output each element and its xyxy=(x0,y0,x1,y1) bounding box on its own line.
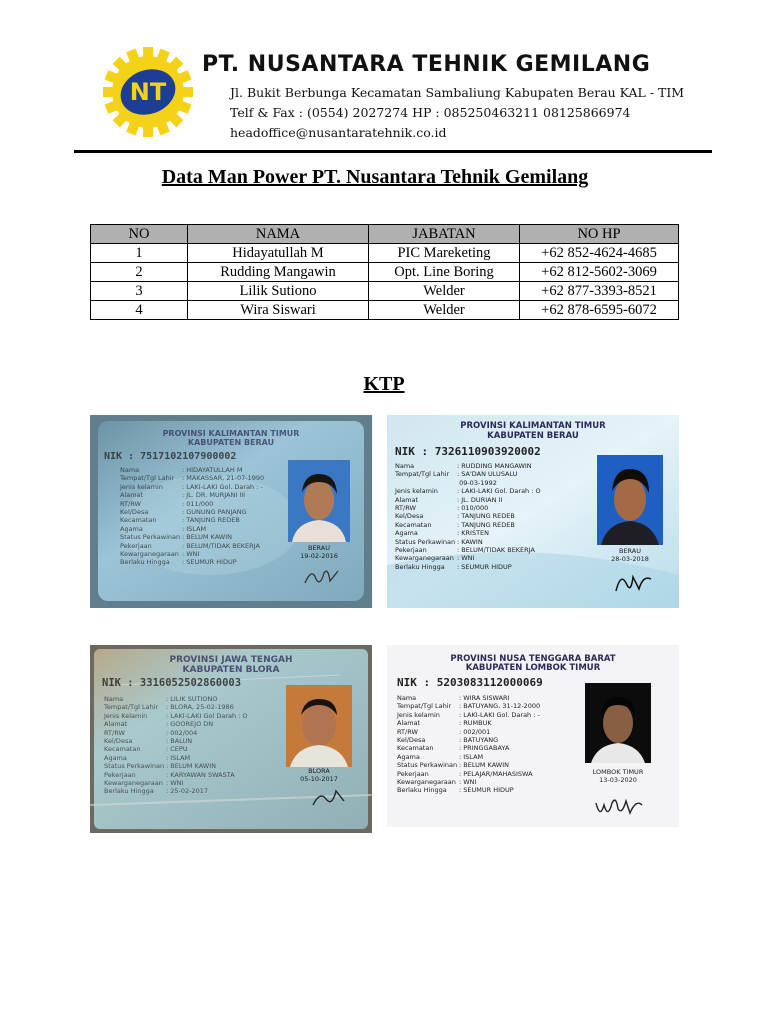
card-field-label: Pekerjaan xyxy=(120,541,152,550)
card-field-row xyxy=(120,491,264,499)
card-field-row xyxy=(104,779,248,787)
card-province: PROVINSI KALIMANTAN TIMUR xyxy=(162,429,300,438)
card-field-label: Status Perkawinan xyxy=(120,533,181,542)
card-field-label: Pekerjaan xyxy=(395,545,427,554)
header-divider xyxy=(74,150,712,153)
card-field-value: : BALUN xyxy=(166,736,193,745)
card-field-value: : GUNUNG PANJANG xyxy=(182,507,247,516)
card-issue-date: 28-03-2018 xyxy=(611,555,649,563)
card-field-label: Kewarganegaraan xyxy=(397,777,456,786)
card-field-label: Jenis kelamin xyxy=(395,487,438,496)
card-field-label: Nama xyxy=(395,462,415,470)
cell-nohp: +62 852-4624-4685 xyxy=(520,244,679,263)
card-field-label: Jenis kelamin xyxy=(397,710,440,719)
card-field-label: Kewarganegaraan xyxy=(120,549,179,558)
card-field-label: Pekerjaan xyxy=(104,770,136,779)
card-field-value: : GOOREJO DN xyxy=(166,720,214,729)
card-field-label: Kewarganegaraan xyxy=(395,554,454,563)
card-field-row xyxy=(397,753,540,761)
card-field-label: Alamat xyxy=(397,719,421,728)
card-field-row xyxy=(397,694,540,702)
card-field-label: Tempat/Tgl Lahir xyxy=(397,702,452,711)
cell-jabatan: Welder xyxy=(369,282,520,301)
card-field-row xyxy=(395,554,541,562)
card-field-label: Kecamatan xyxy=(395,520,432,529)
card-fields xyxy=(120,466,264,567)
card-field-label: RT/RW xyxy=(395,503,416,512)
cell-no: 2 xyxy=(91,263,188,282)
card-field-label: Nama xyxy=(397,694,417,702)
card-field-value: : ISLAM xyxy=(182,524,207,533)
card-field-value: : BATUYANG, 31-12-2000 xyxy=(459,702,541,711)
card-field-row xyxy=(120,500,264,508)
card-field-row xyxy=(104,712,248,720)
card-field-row xyxy=(395,504,541,512)
table-row xyxy=(91,244,679,263)
cell-jabatan: Welder xyxy=(369,301,520,320)
card-field-row xyxy=(104,729,248,737)
card-field-value: : 002/004 xyxy=(166,728,198,737)
card-nik: NIK : 7517102107900002 xyxy=(104,451,237,462)
cell-nama: Hidayatullah M xyxy=(188,244,369,263)
table-header-row xyxy=(91,225,679,244)
card-field-row xyxy=(120,558,264,566)
card-field-label: Kel/Desa xyxy=(104,736,133,745)
card-field-value: : ISLAM xyxy=(459,752,484,761)
card-fields xyxy=(104,695,248,796)
cell-nohp: +62 877-3393-8521 xyxy=(520,282,679,301)
card-nik: NIK : 7326110903920002 xyxy=(395,445,541,458)
company-email: headoffice@nusantaratehnik.co.id xyxy=(230,125,447,140)
card-field-row xyxy=(120,516,264,524)
card-signature xyxy=(613,567,653,597)
card-nik: NIK : 5203083112000069 xyxy=(397,676,543,689)
card-photo xyxy=(288,460,350,542)
card-field-label: Alamat xyxy=(120,491,144,500)
card-signature xyxy=(302,565,342,589)
card-field-value: : KAWIN xyxy=(457,537,483,546)
card-field-row xyxy=(395,462,541,470)
card-field-row xyxy=(104,771,248,779)
card-field-value: : LAKI-LAKI Gol. Darah : - xyxy=(459,710,540,719)
table-row xyxy=(91,263,679,282)
card-fields xyxy=(395,462,541,571)
card-field-row xyxy=(395,521,541,529)
card-field-value: : 002/001 xyxy=(459,727,491,736)
card-field-value: : BELUM KAWIN xyxy=(182,533,232,542)
card-field-value: : ISLAM xyxy=(166,753,191,762)
card-field-label: Alamat xyxy=(395,495,419,504)
cell-no: 3 xyxy=(91,282,188,301)
card-issue-place: LOMBOK TIMUR xyxy=(592,768,644,776)
logo-text: NT xyxy=(129,78,167,106)
card-photo xyxy=(597,455,663,545)
card-signature xyxy=(310,785,350,809)
card-field-value: : PRINGGABAYA xyxy=(459,744,510,753)
card-field-row xyxy=(395,546,541,554)
card-field-value: : MAKASSAR, 21-07-1990 xyxy=(182,474,265,483)
card-field-value: : LAKI-LAKI Gol. Darah : - xyxy=(182,482,263,491)
card-field-value: : WNI xyxy=(182,549,200,558)
card-field-row xyxy=(104,787,248,795)
card-field-row xyxy=(104,737,248,745)
cell-jabatan: Opt. Line Boring xyxy=(369,263,520,282)
card-field-row xyxy=(397,761,540,769)
card-field-value: : SEUMUR HIDUP xyxy=(457,562,512,571)
card-fields xyxy=(397,694,540,795)
card-field-value: : TANJUNG REDEB xyxy=(457,520,515,529)
card-field-label: Nama xyxy=(120,466,140,474)
card-field-label: Agama xyxy=(104,753,127,762)
card-field-value: : LAKI-LAKI Gol. Darah : O xyxy=(457,487,541,496)
ktp-card-1 xyxy=(90,415,372,608)
card-field-row xyxy=(397,711,540,719)
card-field-label: Tempat/Tgl Lahir xyxy=(120,474,175,483)
card-signature xyxy=(592,791,648,821)
card-field-value: : SEUMUR HIDUP xyxy=(182,558,237,567)
card-field-label: Status Perkawinan xyxy=(104,762,165,771)
card-field-row xyxy=(395,512,541,520)
card-field-label: Alamat xyxy=(104,720,128,729)
card-field-row xyxy=(397,728,540,736)
card-field-value: : KRISTEN xyxy=(457,529,490,538)
card-field-label: Kel/Desa xyxy=(397,735,426,744)
card-field-label: Kel/Desa xyxy=(120,507,149,516)
card-field-value: : 011/000 xyxy=(182,499,214,508)
card-field-row xyxy=(397,770,540,778)
card-field-row xyxy=(120,542,264,550)
ktp-card-4 xyxy=(387,645,679,827)
manpower-table xyxy=(90,224,679,320)
card-regency: KABUPATEN LOMBOK TIMUR xyxy=(465,663,601,673)
company-address: Jl. Bukit Berbunga Kecamatan Sambaliung Kabupaten Berau KAL - TIM xyxy=(230,85,685,100)
card-field-value: : TANJUNG REDEB xyxy=(182,516,240,525)
card-field-row xyxy=(120,550,264,558)
card-field-row xyxy=(120,533,264,541)
card-field-value: : SA'DAN ULUSALU xyxy=(457,470,518,479)
card-issue-place: BERAU xyxy=(618,547,642,555)
card-field-value: : JL. DR. MURJANI III xyxy=(182,491,246,500)
cell-jabatan: PIC Mareketing xyxy=(369,244,520,263)
company-logo xyxy=(92,44,200,140)
card-field-label: Berlaku Hingga xyxy=(120,558,170,567)
card-field-row xyxy=(120,508,264,516)
card-field-value: : BELUM/TIDAK BEKERJA xyxy=(182,541,260,550)
card-field-row xyxy=(120,525,264,533)
card-field-row xyxy=(120,466,264,474)
card-field-value: : JL. DURIAN II xyxy=(457,495,503,504)
ktp-card-3 xyxy=(90,645,372,833)
card-field-row xyxy=(120,474,264,482)
card-regency: KABUPATEN BERAU xyxy=(487,431,579,441)
card-field-row xyxy=(395,538,541,546)
card-field-value: : 25-02-2017 xyxy=(166,787,209,796)
card-field-row xyxy=(104,703,248,711)
company-phone: Telf & Fax : (0554) 2027274 HP : 085250463211 08125866974 xyxy=(230,105,631,120)
card-field-value: : HIDAYATULLAH M xyxy=(182,466,243,474)
card-field-value: : 010/000 xyxy=(457,503,489,512)
card-field-row xyxy=(397,736,540,744)
card-field-label: Kel/Desa xyxy=(395,512,424,521)
card-field-value: : BELUM/TIDAK BEKERJA xyxy=(457,545,535,554)
card-regency: KABUPATEN BLORA xyxy=(182,665,280,675)
card-field-value: : RUDDING MANGAWIN xyxy=(457,462,532,470)
card-field-row xyxy=(104,754,248,762)
card-field-label: Berlaku Hingga xyxy=(104,787,154,796)
cell-nama: Wira Siswari xyxy=(188,301,369,320)
card-field-label: Jenis kelamin xyxy=(120,482,163,491)
cell-nama: Rudding Mangawin xyxy=(188,263,369,282)
letterhead xyxy=(0,0,768,160)
card-field-value: : TANJUNG REDEB xyxy=(457,512,515,521)
card-field-label: RT/RW xyxy=(397,727,418,736)
col-header-no: NO xyxy=(91,225,188,244)
card-photo xyxy=(585,683,651,763)
cell-nama: Lilik Sutiono xyxy=(188,282,369,301)
card-field-row xyxy=(395,529,541,537)
card-field-label: Agama xyxy=(397,752,420,761)
table-row xyxy=(91,282,679,301)
card-field-row xyxy=(397,719,540,727)
cell-no: 4 xyxy=(91,301,188,320)
card-field-value: : WIRA SISWARI xyxy=(459,694,510,702)
card-field-value: : BLORA, 25-02-1986 xyxy=(166,703,234,712)
card-field-row xyxy=(104,745,248,753)
card-issue-place: BERAU xyxy=(307,544,331,552)
card-province: PROVINSI JAWA TENGAH xyxy=(169,655,293,665)
card-field-value: : WNI xyxy=(166,778,184,787)
card-field-label: Status Perkawinan xyxy=(397,761,458,770)
card-field-label: Status Perkawinan xyxy=(395,537,456,546)
card-field-value: : BATUYANG xyxy=(459,735,499,744)
card-field-value: : LAKI-LAKI Gol Darah : O xyxy=(166,711,248,720)
card-field-value: : LILIK SUTIONO xyxy=(166,695,218,703)
col-header-nohp: NO HP xyxy=(520,225,679,244)
card-field-value: : WNI xyxy=(457,554,475,563)
card-field-label: Jenis Kelamin xyxy=(104,711,148,720)
card-field-row xyxy=(395,487,541,495)
card-field-value: : PELAJAR/MAHASISWA xyxy=(459,769,533,778)
card-field-label: Kecamatan xyxy=(120,516,157,525)
card-field-label: Berlaku Hingga xyxy=(395,562,445,571)
card-field-value: 09-03-1992 xyxy=(457,478,497,487)
document-title: Data Man Power PT. Nusantara Tehnik Gemilang xyxy=(161,166,589,188)
card-issue-place: BLORA xyxy=(308,767,330,775)
table-row xyxy=(91,301,679,320)
card-field-value: : KARYAWAN SWASTA xyxy=(166,770,235,779)
card-field-value: : SEUMUR HIDUP xyxy=(459,786,514,795)
card-field-value: : CEPU xyxy=(166,745,188,754)
card-field-label: Kecamatan xyxy=(104,745,141,754)
card-field-label: Kecamatan xyxy=(397,744,434,753)
card-field-row xyxy=(104,695,248,703)
card-field-row xyxy=(397,786,540,794)
card-field-label: Tempat/Tgl Lahir xyxy=(395,470,450,479)
card-field-row xyxy=(397,744,540,752)
card-field-label: Kewarganegaraan xyxy=(104,778,163,787)
cell-nohp: +62 878-6595-6072 xyxy=(520,301,679,320)
card-field-label: RT/RW xyxy=(120,499,141,508)
cell-nohp: +62 812-5602-3069 xyxy=(520,263,679,282)
col-header-jabatan: JABATAN xyxy=(369,225,520,244)
card-field-label: Berlaku Hingga xyxy=(397,786,447,795)
card-field-value: : BELUM KAWIN xyxy=(166,762,216,771)
ktp-section-title: KTP xyxy=(363,373,405,395)
card-field-label: RT/RW xyxy=(104,728,125,737)
card-field-row xyxy=(397,778,540,786)
card-field-value: : BELUM KAWIN xyxy=(459,761,509,770)
card-regency: KABUPATEN BERAU xyxy=(187,438,275,447)
card-field-value: : RUMBUK xyxy=(459,719,492,728)
card-field-row xyxy=(104,762,248,770)
card-photo xyxy=(286,685,352,767)
card-field-label: Tempat/Tgl Lahir xyxy=(104,703,159,712)
cell-no: 1 xyxy=(91,244,188,263)
card-field-row xyxy=(395,496,541,504)
card-field-value: : WNI xyxy=(459,777,477,786)
card-issue-date: 05-10-2017 xyxy=(300,775,338,783)
card-province: PROVINSI NUSA TENGGARA BARAT xyxy=(450,654,616,664)
card-issue-date: 13-03-2020 xyxy=(599,776,637,784)
card-field-row xyxy=(395,470,541,478)
card-field-row xyxy=(120,483,264,491)
ktp-card-2 xyxy=(387,415,679,608)
card-nik: NIK : 3316052502860003 xyxy=(102,677,242,689)
card-field-label: Nama xyxy=(104,695,124,703)
card-field-label: Agama xyxy=(120,524,143,533)
card-field-label: Pekerjaan xyxy=(397,769,429,778)
company-name: PT. NUSANTARA TEHNIK GEMILANG xyxy=(202,52,651,77)
card-field-row xyxy=(397,702,540,710)
card-field-label: Agama xyxy=(395,529,418,538)
card-province: PROVINSI KALIMANTAN TIMUR xyxy=(460,421,606,431)
card-field-row xyxy=(395,479,541,487)
card-field-row xyxy=(104,720,248,728)
card-issue-date: 19-02-2016 xyxy=(300,552,338,560)
card-field-row xyxy=(395,563,541,571)
col-header-nama: NAMA xyxy=(188,225,369,244)
